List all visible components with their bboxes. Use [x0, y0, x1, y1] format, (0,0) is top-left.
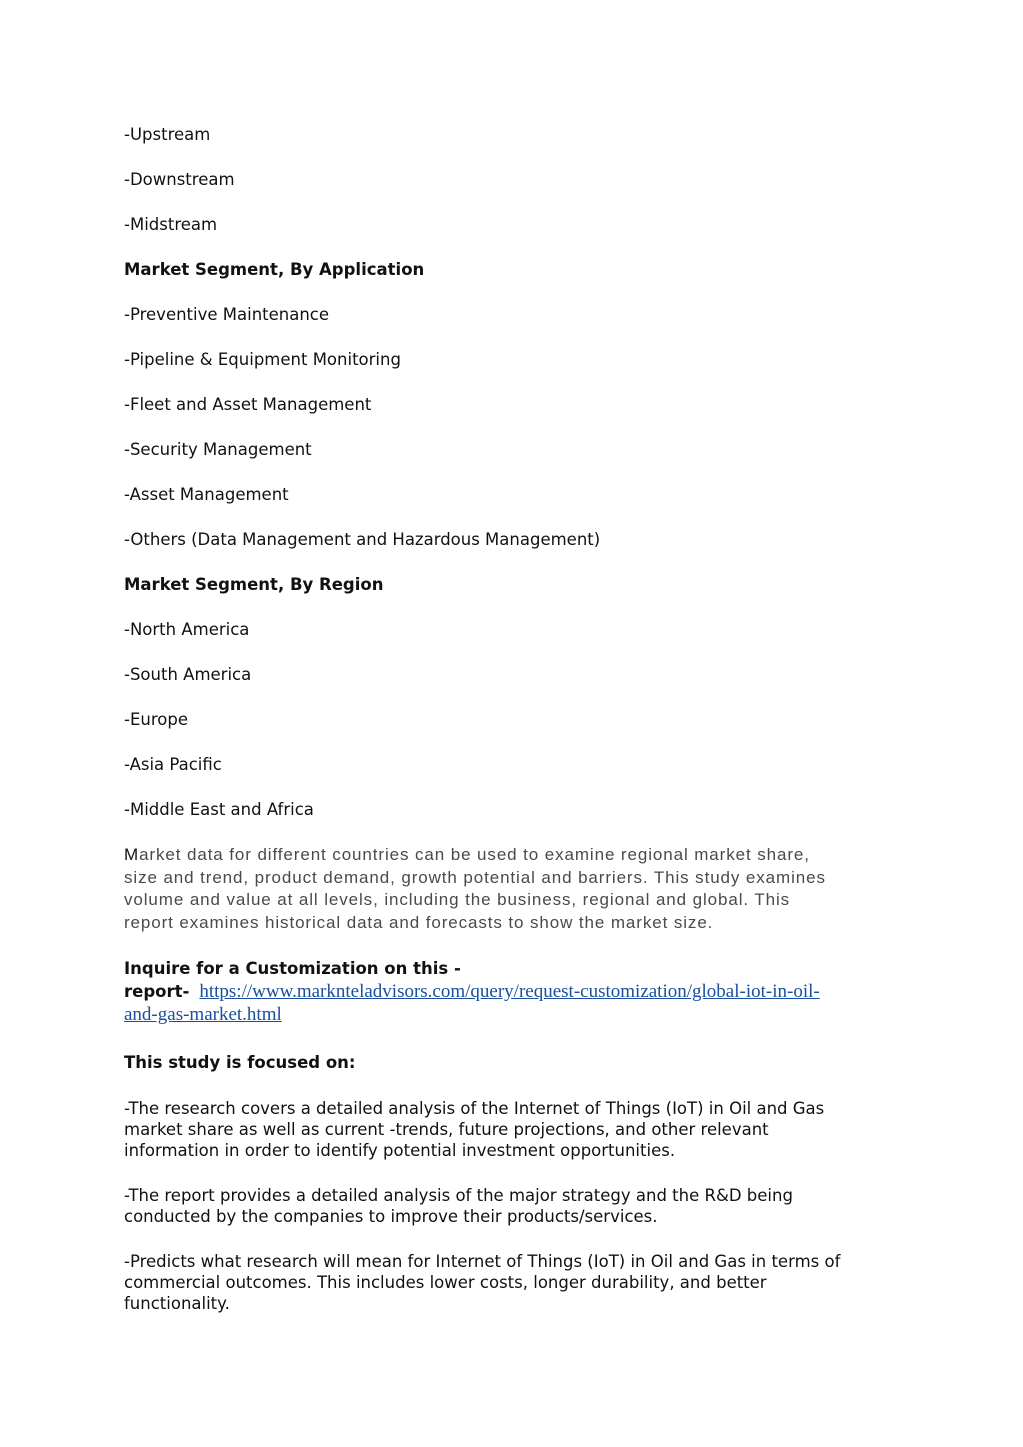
list-item: -Europe	[124, 710, 188, 729]
list-item-upstream: -Upstream	[124, 125, 211, 144]
paragraph-line: functionality.	[124, 1294, 230, 1313]
document-page	[124, 124, 914, 1314]
list-item: -Security Management	[124, 440, 312, 459]
list-item: -Others (Data Management and Hazardous Management)	[124, 530, 601, 549]
inquire-lead-report: report-	[124, 982, 190, 1001]
inquire-lead: Inquire for a Customization on this -	[124, 959, 461, 978]
paragraph-line: conducted by the companies to improve their products/services.	[124, 1207, 658, 1226]
drop-letter: M	[124, 845, 140, 864]
list-item: -Asset Management	[124, 485, 289, 504]
list-item: -Pipeline & Equipment Monitoring	[124, 350, 401, 369]
list-item: -Asia Pacific	[124, 755, 222, 774]
paragraph-line: commercial outcomes. This includes lower costs, longer durability, and better	[124, 1273, 767, 1292]
heading-study-focus: This study is focused on:	[124, 1053, 356, 1072]
paragraph-line: -Predicts what research will mean for Internet of Things (IoT) in Oil and Gas in terms of	[124, 1252, 841, 1271]
customization-link[interactable]: https://www.marknteladvisors.com/query/request-customization/global-iot-in-oil-	[199, 981, 820, 1002]
paragraph-line: -The research covers a detailed analysis of the Internet of Things (IoT) in Oil and Gas	[124, 1099, 825, 1118]
list-item: -Middle East and Africa	[124, 800, 314, 819]
paragraph-line: report examines historical data and forecasts to show the market size.	[124, 912, 714, 932]
paragraph-line: size and trend, product demand, growth potential and barriers. This study examines	[124, 867, 826, 887]
list-item: -South America	[124, 665, 252, 684]
focus-paragraph-2	[124, 1185, 914, 1227]
paragraph-line: volume and value at all levels, including the business, regional and global. This	[124, 890, 791, 909]
list-item: -Fleet and Asset Management	[124, 395, 372, 414]
list-item-midstream: -Midstream	[124, 215, 218, 234]
customization-link-continued[interactable]: and-gas-market.html	[124, 1004, 282, 1025]
market-data-paragraph	[124, 844, 914, 957]
paragraph-line: information in order to identify potential investment opportunities.	[124, 1141, 676, 1160]
heading-by-application: Market Segment, By Application	[124, 260, 425, 279]
paragraph-line: market share as well as current -trends, future projections, and other relevant	[124, 1120, 769, 1139]
list-item: -North America	[124, 620, 250, 639]
inquire-block	[124, 957, 914, 1026]
list-item: -Preventive Maintenance	[124, 305, 330, 324]
paragraph-line: -The report provides a detailed analysis of the major strategy and the R&D being	[124, 1186, 793, 1205]
heading-by-region: Market Segment, By Region	[124, 575, 384, 594]
focus-paragraph-3	[124, 1251, 914, 1314]
focus-paragraph-1	[124, 1098, 914, 1161]
list-item-downstream: -Downstream	[124, 170, 235, 189]
paragraph-line: arket data for different countries can be used to examine regional market share,	[139, 845, 810, 864]
